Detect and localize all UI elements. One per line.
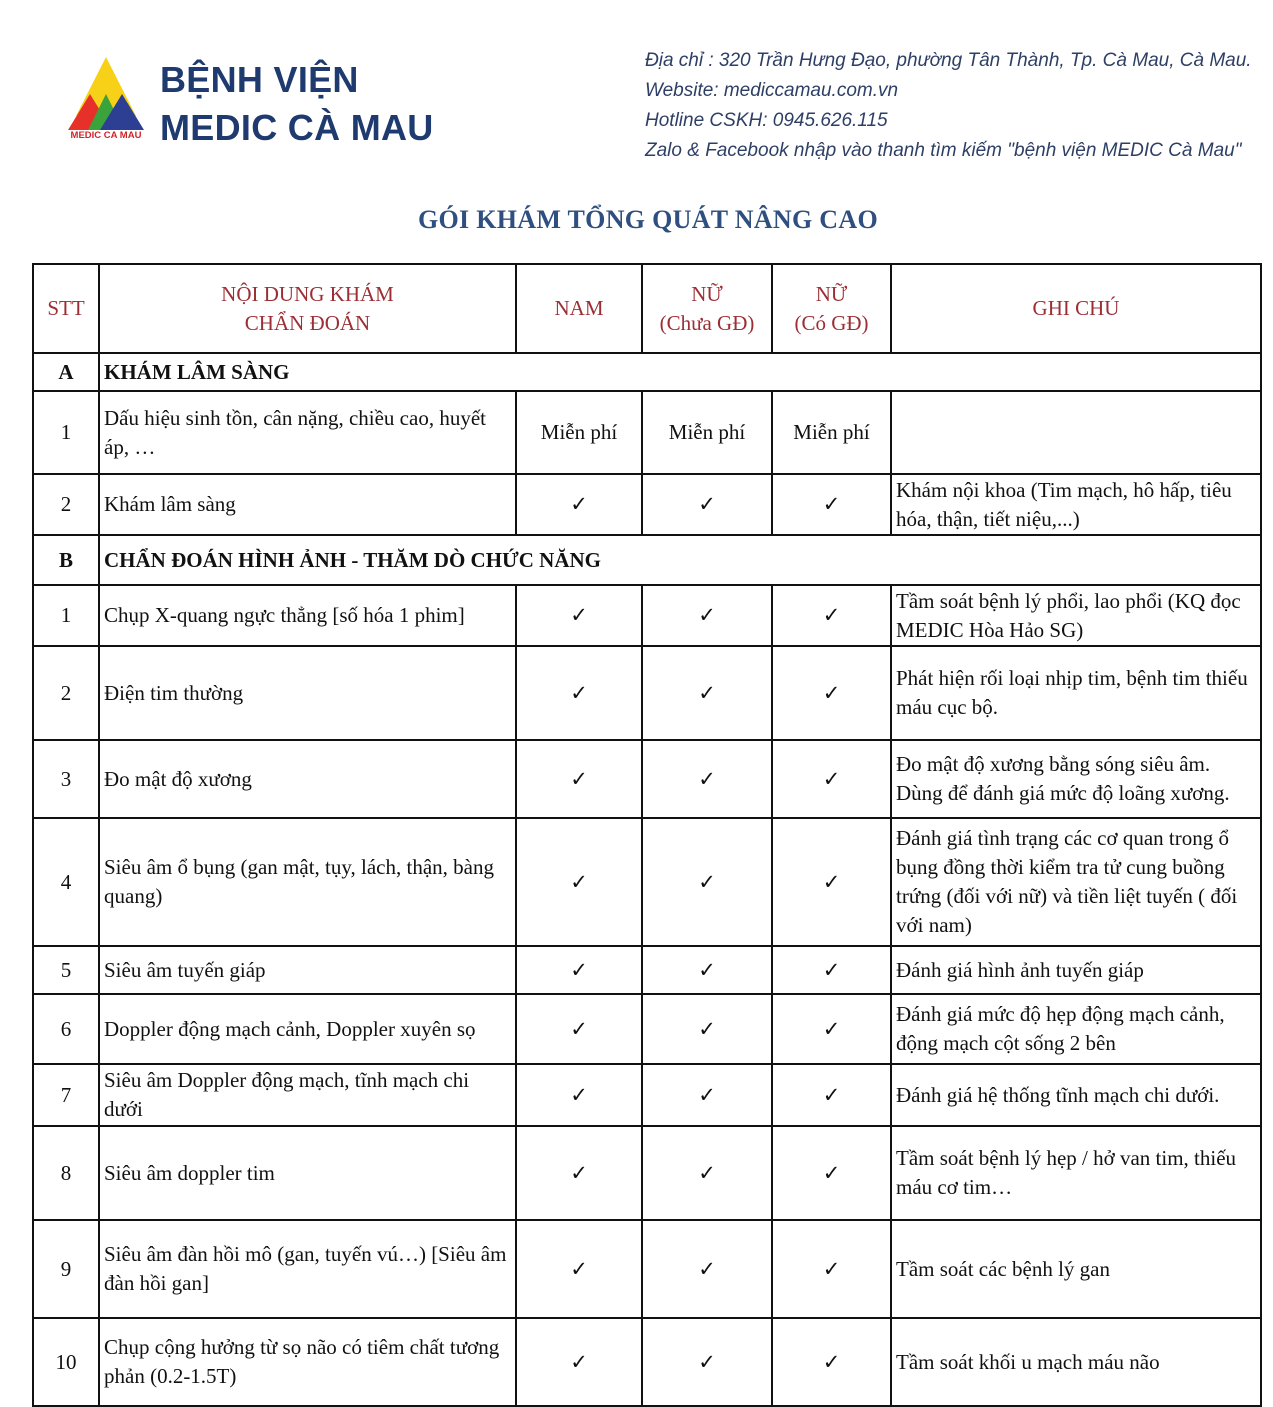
header-female-married-line2: (Có GĐ) bbox=[794, 310, 869, 335]
row-note: Khám nội khoa (Tim mạch, hô hấp, tiêu hóa, thận, tiết niệu,...) bbox=[891, 474, 1261, 535]
row-content: Chụp X-quang ngực thẳng [số hóa 1 phim] bbox=[99, 585, 516, 646]
section-code: A bbox=[33, 353, 99, 391]
row-female-single-check-icon: ✓ bbox=[642, 585, 772, 646]
row-male-check-icon: ✓ bbox=[516, 646, 642, 740]
row-male-check-icon: ✓ bbox=[516, 585, 642, 646]
row-content: Siêu âm ổ bụng (gan mật, tụy, lách, thận, bàng quang) bbox=[99, 818, 516, 946]
section-row bbox=[33, 535, 1261, 585]
row-content: Chụp cộng hưởng từ sọ não có tiêm chất tương phản (0.2-1.5T) bbox=[99, 1318, 516, 1406]
row-female-single: Miễn phí bbox=[642, 391, 772, 474]
row-male-check-icon: ✓ bbox=[516, 1220, 642, 1318]
row-stt: 1 bbox=[33, 585, 99, 646]
table-row bbox=[33, 740, 1261, 818]
row-female-single-check-icon: ✓ bbox=[642, 1126, 772, 1220]
table-row bbox=[33, 474, 1261, 535]
row-female-single-check-icon: ✓ bbox=[642, 946, 772, 994]
row-stt: 9 bbox=[33, 1220, 99, 1318]
row-content: Khám lâm sàng bbox=[99, 474, 516, 535]
row-male-check-icon: ✓ bbox=[516, 1318, 642, 1406]
section-title: CHẨN ĐOÁN HÌNH ẢNH - THĂM DÒ CHỨC NĂNG bbox=[99, 535, 1261, 585]
row-content: Siêu âm Doppler động mạch, tĩnh mạch chi dưới bbox=[99, 1064, 516, 1126]
hotline-text: Hotline CSKH: 0945.626.115 bbox=[645, 110, 888, 131]
row-male-check-icon: ✓ bbox=[516, 818, 642, 946]
table-row bbox=[33, 1064, 1261, 1126]
package-title: GÓI KHÁM TỔNG QUÁT NÂNG CAO bbox=[417, 205, 878, 234]
section-code: B bbox=[33, 535, 99, 585]
table-row bbox=[33, 585, 1261, 646]
row-stt: 5 bbox=[33, 946, 99, 994]
header-content bbox=[99, 264, 516, 353]
section-row bbox=[33, 353, 1261, 391]
table-row bbox=[33, 1318, 1261, 1406]
row-female-married: Miễn phí bbox=[772, 391, 891, 474]
row-note: Tầm soát khối u mạch máu não bbox=[891, 1318, 1261, 1406]
row-content: Điện tim thường bbox=[99, 646, 516, 740]
row-stt: 10 bbox=[33, 1318, 99, 1406]
logo-text: MEDIC CA MAU bbox=[70, 130, 142, 140]
row-stt: 3 bbox=[33, 740, 99, 818]
header-female-married-line1: NỮ bbox=[815, 281, 848, 306]
row-female-single-check-icon: ✓ bbox=[642, 474, 772, 535]
row-stt: 6 bbox=[33, 994, 99, 1064]
row-note: Đánh giá tình trạng các cơ quan trong ổ bụng đồng thời kiểm tra tử cung buồng trứng (đối với nữ) và tiền liệt tuyến ( đối với nam) bbox=[891, 818, 1261, 946]
row-female-single-check-icon: ✓ bbox=[642, 740, 772, 818]
row-note: Phát hiện rối loại nhịp tim, bệnh tim thiếu máu cục bộ. bbox=[891, 646, 1261, 740]
row-male-check-icon: ✓ bbox=[516, 474, 642, 535]
row-content: Đo mật độ xương bbox=[99, 740, 516, 818]
row-content: Dấu hiệu sinh tồn, cân nặng, chiều cao, huyết áp, … bbox=[99, 391, 516, 474]
row-note: Đo mật độ xương bằng sóng siêu âm. Dùng để đánh giá mức độ loãng xương. bbox=[891, 740, 1261, 818]
table-row bbox=[33, 994, 1261, 1064]
row-note: Đánh giá mức độ hẹp động mạch cảnh, động mạch cột sống 2 bên bbox=[891, 994, 1261, 1064]
table-header-row bbox=[33, 264, 1261, 353]
header-stt: STT bbox=[33, 264, 99, 353]
hospital-logo bbox=[64, 54, 148, 140]
row-female-married-check-icon: ✓ bbox=[772, 1318, 891, 1406]
row-female-married-check-icon: ✓ bbox=[772, 474, 891, 535]
row-female-married-check-icon: ✓ bbox=[772, 994, 891, 1064]
header-female-single bbox=[642, 264, 772, 353]
row-female-married-check-icon: ✓ bbox=[772, 946, 891, 994]
row-note bbox=[891, 391, 1261, 474]
hospital-name bbox=[160, 56, 434, 152]
row-male-check-icon: ✓ bbox=[516, 1064, 642, 1126]
row-stt: 2 bbox=[33, 646, 99, 740]
website-text: Website: mediccamau.com.vn bbox=[645, 80, 899, 101]
row-female-single-check-icon: ✓ bbox=[642, 818, 772, 946]
hospital-name-line2: MEDIC CÀ MAU bbox=[160, 107, 434, 148]
row-male: Miễn phí bbox=[516, 391, 642, 474]
row-female-married-check-icon: ✓ bbox=[772, 1220, 891, 1318]
header-female-single-line1: NỮ bbox=[691, 281, 723, 306]
table-row bbox=[33, 818, 1261, 946]
address-text: Địa chỉ : 320 Trần Hưng Đạo, phường Tân Thành, Tp. Cà Mau, Cà Mau. bbox=[645, 50, 1252, 71]
row-male-check-icon: ✓ bbox=[516, 740, 642, 818]
row-stt: 2 bbox=[33, 474, 99, 535]
row-content: Siêu âm tuyến giáp bbox=[99, 946, 516, 994]
table-row bbox=[33, 946, 1261, 994]
row-female-married-check-icon: ✓ bbox=[772, 646, 891, 740]
row-stt: 8 bbox=[33, 1126, 99, 1220]
row-content: Doppler động mạch cảnh, Doppler xuyên sọ bbox=[99, 994, 516, 1064]
row-male-check-icon: ✓ bbox=[516, 1126, 642, 1220]
row-note: Đánh giá hình ảnh tuyến giáp bbox=[891, 946, 1261, 994]
social-text: Zalo & Facebook nhập vào thanh tìm kiếm "bệnh viện MEDIC Cà Mau" bbox=[645, 140, 1242, 161]
row-male-check-icon: ✓ bbox=[516, 994, 642, 1064]
row-female-single-check-icon: ✓ bbox=[642, 646, 772, 740]
exam-package-table bbox=[32, 263, 1262, 1407]
table-row bbox=[33, 646, 1261, 740]
row-stt: 7 bbox=[33, 1064, 99, 1126]
row-note: Tầm soát các bệnh lý gan bbox=[891, 1220, 1261, 1318]
row-content: Siêu âm doppler tim bbox=[99, 1126, 516, 1220]
row-content: Siêu âm đàn hồi mô (gan, tuyến vú…) [Siêu âm đàn hồi gan] bbox=[99, 1220, 516, 1318]
row-female-married-check-icon: ✓ bbox=[772, 740, 891, 818]
table-row bbox=[33, 391, 1261, 474]
table-row bbox=[33, 1220, 1261, 1318]
row-male-check-icon: ✓ bbox=[516, 946, 642, 994]
row-female-single-check-icon: ✓ bbox=[642, 994, 772, 1064]
header-note: GHI CHÚ bbox=[891, 264, 1261, 353]
row-female-single-check-icon: ✓ bbox=[642, 1064, 772, 1126]
row-female-married-check-icon: ✓ bbox=[772, 1126, 891, 1220]
row-female-single-check-icon: ✓ bbox=[642, 1220, 772, 1318]
row-stt: 4 bbox=[33, 818, 99, 946]
row-stt: 1 bbox=[33, 391, 99, 474]
header-female-married bbox=[772, 264, 891, 353]
row-note: Đánh giá hệ thống tĩnh mạch chi dưới. bbox=[891, 1064, 1261, 1126]
contact-info bbox=[645, 46, 1252, 166]
header-content-line1: NỘI DUNG KHÁM bbox=[221, 281, 394, 306]
row-note: Tầm soát bệnh lý phổi, lao phổi (KQ đọc MEDIC Hòa Hảo SG) bbox=[891, 585, 1261, 646]
hospital-name-line1: BỆNH VIỆN bbox=[160, 59, 359, 100]
row-female-married-check-icon: ✓ bbox=[772, 818, 891, 946]
header-content-line2: CHẨN ĐOÁN bbox=[244, 310, 371, 335]
section-title: KHÁM LÂM SÀNG bbox=[99, 353, 1261, 391]
row-female-married-check-icon: ✓ bbox=[772, 1064, 891, 1126]
table-row bbox=[33, 1126, 1261, 1220]
header-female-single-line2: (Chưa GĐ) bbox=[659, 310, 755, 335]
row-note: Tầm soát bệnh lý hẹp / hở van tim, thiếu máu cơ tim… bbox=[891, 1126, 1261, 1220]
row-female-married-check-icon: ✓ bbox=[772, 585, 891, 646]
header-male: NAM bbox=[516, 264, 642, 353]
row-female-single-check-icon: ✓ bbox=[642, 1318, 772, 1406]
